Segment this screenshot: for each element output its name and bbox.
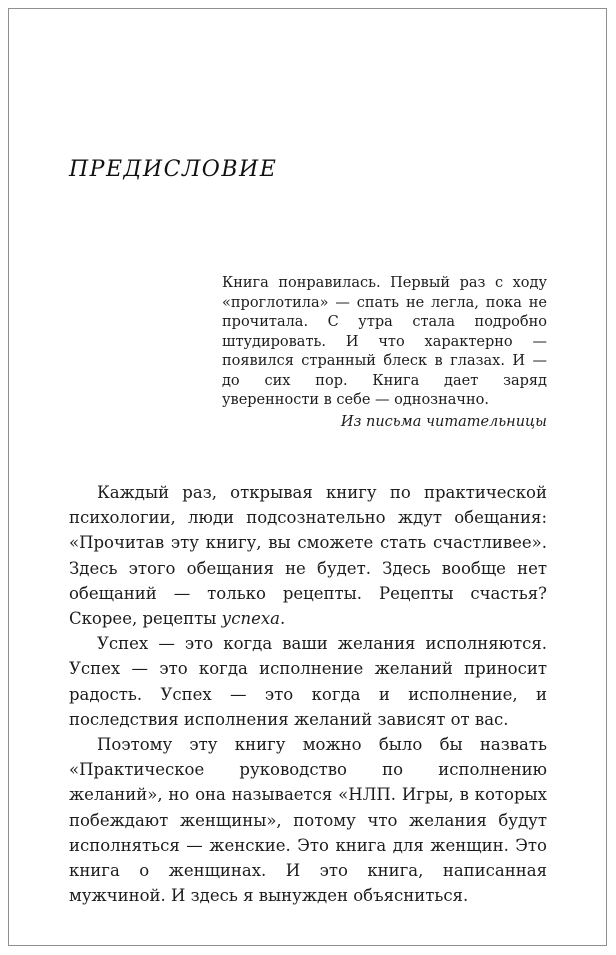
body-text: [69, 480, 547, 908]
paragraph-1: [69, 480, 547, 631]
paragraph-2: Успех — это когда ваши желания исполняются. Успех — это когда исполнение желаний приносит радость. Успех — это когда и исполнение, и последствия исполнения желаний зависят от вас.: [69, 634, 547, 729]
book-page: [8, 8, 607, 946]
paragraph-1-text: Каждый раз, открывая книгу по практической психологии, люди подсознательно ждут обещания: «Прочитав эту книгу, вы сможете стать счастливее». Здесь этого обещания не будет. Здесь вообще нет обещаний — только рецепты. Рецепты счастья? Скорее, рецепты: [69, 483, 547, 629]
epigraph-attribution: Из письма читательницы: [340, 413, 547, 430]
paragraph-3: Поэтому эту книгу можно было бы назвать «Практическое руководство по исполнению желаний», но она называется «НЛП. Игры, в которых побеждают женщины», потому что желания будут исполняться — женские. Это книга для женщин. Это книга о женщинах. И это книга, написанная мужчиной. И здесь я вынужден объясниться.: [69, 735, 547, 906]
chapter-title: ПРЕДИСЛОВИЕ: [69, 157, 278, 182]
epigraph-text: Книга понравилась. Первый раз с ходу «проглотила» — спать не легла, пока не прочитала. С утра стала подробно штудировать. И что характерно — появился странный блеск в глазах. И — до сих пор. Книга дает заряд уверенности в себе — однозначно.: [222, 275, 547, 408]
paragraph-1-ending: .: [280, 609, 286, 629]
epigraph: [222, 274, 547, 432]
paragraph-1-italic-word: успеха: [221, 609, 281, 629]
